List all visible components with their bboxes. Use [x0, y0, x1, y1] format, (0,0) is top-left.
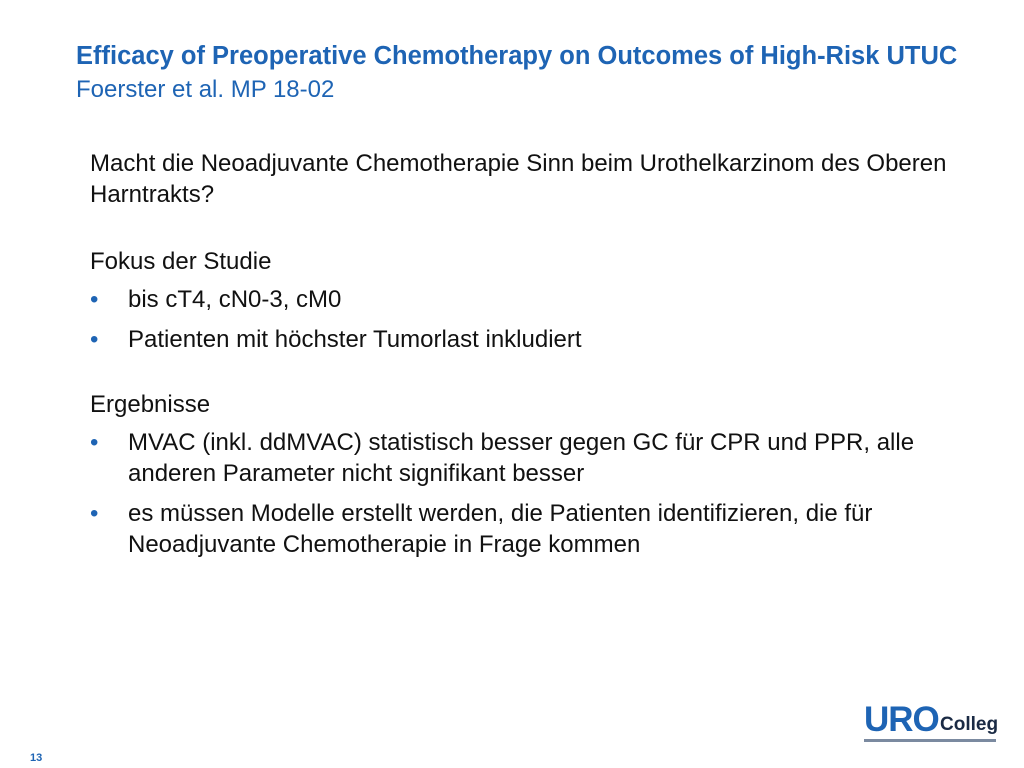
slide-body [90, 148, 970, 594]
logo-underline [864, 739, 996, 742]
bullet-icon: • [90, 326, 99, 353]
slide-title-main: Efficacy of Preoperative Chemotherapy on Outcomes of High-Risk UTUC [76, 42, 958, 70]
bullet-icon: • [90, 286, 99, 313]
bullet-item [90, 324, 970, 355]
logo-colleg-text: Colleg [940, 714, 999, 735]
logo-uro-text: URO [864, 700, 939, 739]
section-heading-results: Ergebnisse [90, 391, 211, 418]
slide-title-citation: Foerster et al. MP 18-02 [76, 76, 335, 103]
uro-colleg-logo [864, 702, 1004, 742]
page-number: 13 [30, 752, 43, 764]
bullet-item [90, 427, 970, 489]
bullet-icon: • [90, 429, 99, 456]
slide-title [76, 40, 976, 106]
bullet-text: es müssen Modelle erstellt werden, die Patienten identifizieren, die für Neoadjuvante Chemotherapie in Frage kommen [128, 500, 873, 558]
bullet-list-focus [90, 284, 970, 355]
bullet-icon: • [90, 500, 99, 527]
bullet-item [90, 498, 970, 560]
bullet-item [90, 284, 970, 315]
bullet-text: MVAC (inkl. ddMVAC) statistisch besser gegen GC für CPR und PPR, alle anderen Parameter nicht signifikant besser [128, 429, 915, 487]
bullet-text: bis cT4, cN0-3, cM0 [128, 286, 342, 313]
intro-question: Macht die Neoadjuvante Chemotherapie Sinn beim Urothelkarzinom des Oberen Harntrakts? [90, 150, 947, 208]
bullet-list-results [90, 427, 970, 560]
bullet-text: Patienten mit höchster Tumorlast inkludiert [128, 326, 582, 353]
section-heading-focus: Fokus der Studie [90, 248, 272, 275]
